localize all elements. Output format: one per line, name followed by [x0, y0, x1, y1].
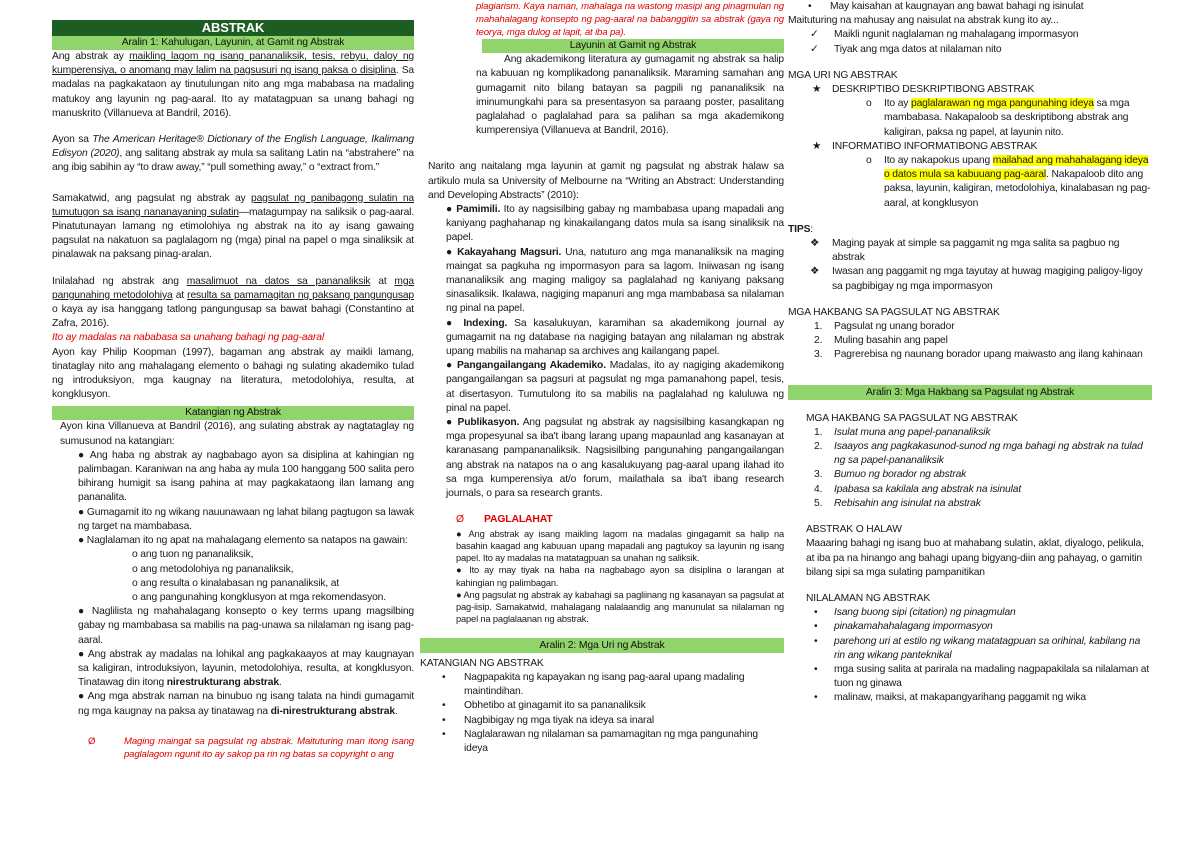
list-item: • May kaisahan at kaugnayan ang bawat bahagi ng isinulat — [808, 1, 1084, 12]
list-item: ● Kakayahang Magsuri. Una, natuturo ang mga mananaliksik na maging maingat sa pagkuha ng impormasyon para sa lagom. Iniiwasan ng isang mananaliksik ang maging maligoy sa paglalahad ng kaniyang paksang sinasaliksik. Ikalawa, nagiging mapanuri ang mga mambabasa sa nilalaman ng pinal na papel. — [446, 246, 785, 315]
list-item: • Naglalarawan ng nilalaman sa pamamagitan ng mga pangunahing ideya — [442, 728, 758, 754]
paragraph-mahusay: Maituturing na mahusay ang naisulat na abstrak kung ito ay... — [788, 15, 1059, 27]
list-item: 5. Rebisahin ang isinulat na abstrak — [814, 497, 981, 509]
hakbang-heading-2: MGA HAKBANG SA PAGSULAT NG ABSTRAK — [806, 412, 1018, 424]
section-bar-katangian: Katangian ng Abstrak — [52, 406, 414, 420]
sub-list-item: o Ito ay paglalarawan ng mga pangunahing ideya sa mga mambabasa. Nakapaloob sa deskriptibong abstrak ang kaligiran, paksa ng papel, at layunin nito. — [866, 98, 1130, 138]
paragraph-layunin: Ang akademikong literatura ay gumagamit ng abstrak sa halip na kabuuan ng komplikadong pananaliksik. Maraming samahan ang gumagamit nito bilang batayan sa pagpili ng pananaliksik na iminumungkahi para sa presentasyon sa paraang poster, pasalitang paglalahad o paglalahad para sa palihan sa mga akademikong kumperensiya (Villanueva at Bandril, 2016). — [476, 54, 784, 137]
summary-item: ● Ang abstrak ay isang maikling lagom na madalas gingagamit sa halip na basahin kaagad ang kabuuan upang mapadali ang pagtukoy sa layunin ng isang papel. Ito ay madalas na matatagpuan sa unahan ng saliksik. — [456, 528, 784, 564]
list-item: ❖ Iwasan ang paggamit ng mga tayutay at huwag magiging paligoy-ligoy sa pagbibigay ng mga impormasyon — [788, 265, 1152, 293]
section-bar-layunin: Layunin at Gamit ng Abstrak — [482, 39, 784, 53]
list-item: ★ DESKRIPTIBO DESKRIPTIBONG ABSTRAK — [788, 83, 1152, 97]
list-item: • Isang buong sipi (citation) ng pinagmulan — [814, 607, 1016, 619]
list-item: • mga susing salita at parirala na madaling nagpapakilala sa nilalaman at tuon ng ginawa — [814, 663, 1150, 690]
column-3 — [788, 0, 1152, 706]
check-icon: ✓ — [810, 43, 819, 55]
list-item: • malinaw, maiksi, at makapangyarihang paggamit ng wika — [814, 692, 1086, 704]
summary-item: ● Ito ay may tiyak na haba na nagbabago ayon sa disiplina o larangan at kahingian ng palimbagan. — [456, 565, 784, 588]
list-item: ● Ang haba ng abstrak ay nagbabago ayon sa disiplina at kahingian ng palimbagan. Karaniwan na ang haba ay mula 100 hanggang 500 salita pero bihirang humigit sa isang pahina at may pagkakataong ilan lamang ang pananalita. — [78, 449, 414, 504]
paragraph-katangian-intro: Ayon kina Villanueva at Bandril (2016), ang sulating abstrak ay nagtataglay ng sumusunod na katangian: — [60, 421, 414, 447]
section-bar-aralin-2: Aralin 2: Mga Uri ng Abstrak — [420, 638, 784, 653]
sub-list-item: o ang tuon ng pananaliksik, — [132, 549, 254, 561]
nilalaman-heading: NILALAMAN NG ABSTRAK — [806, 592, 931, 604]
star-icon: ★ — [812, 140, 822, 152]
paragraph-halaw: Maaaring bahagi ng isang buo at mahabang sulatin, aklat, diyalogo, pelikula, at iba pa na hinango ang bahagi upang bigyang-diin ang pahayag, o gamitin bilang sipi sa mga sulating pampanitikan — [806, 538, 1144, 578]
list-item: 4. Ipabasa sa kakilala ang abstrak na isinulat — [814, 483, 1022, 495]
list-item: ● Ang abstrak ay madalas na lohikal ang pagkakaayos at may kaugnayan sa kaligiran, introduksiyon, layunin, metodolohiya, resulta, at kongklusyon. Tinatawag din itong nirestrukturang abstrak. — [78, 648, 414, 689]
section-bar-aralin-1: Aralin 1: Kahulugan, Layunin, at Gamit ng Abstrak — [52, 36, 414, 50]
star-icon: ★ — [812, 84, 822, 96]
diamond-bullet-icon: ❖ — [810, 238, 820, 250]
paragraph-narito: Narito ang naitalang mga layunin at gamit ng pagsulat ng abstrak halaw sa artikulo mula sa University of Melbourne na “Writing an Abstract: Understanding and Developing Abstracts” (2010): — [428, 161, 784, 201]
list-item: ✓ Tiyak ang mga datos at nilalaman nito — [788, 43, 1152, 57]
paragraph-inilalahad: Inilalahad ng abstrak ang masalimuot na datos sa pananaliksik at mga pangunahing metodolohiya at resulta sa pamamagitan ng paksang pangungusap o kaya ay isa hanggang tatlong pangungusap sa bawat bahagi (Constantino at Zafra, 2016). — [52, 275, 415, 330]
list-item: • Nagpapakita ng kapayakan ng isang pag-aaral upang madaling maintindihan. — [442, 671, 745, 698]
list-item: ❖ Maging payak at simple sa paggamit ng mga salita sa pagbuo ng abstrak — [788, 237, 1152, 265]
red-note-unahan: Ito ay madalas na nababasa sa unahang bahagi ng pag-aaral — [52, 332, 324, 344]
hakbang-heading: MGA HAKBANG SA PAGSULAT NG ABSTRAK — [788, 306, 1000, 318]
list-item: 2. Muling basahin ang papel — [814, 335, 948, 347]
summary-item: ● Ang pagsulat ng abstrak ay kabahagi sa pagliinang ng kasanayan sa pagsulat at pag-iisip. Samakatwid, mahalagang nalalaandig ang manunulat sa nilalaman ng papel na paglalaanan ng abstrak. — [456, 589, 784, 625]
list-item: • Nagbibigay ng mga tiyak na ideya sa inaral — [442, 714, 655, 726]
list-item: ★ INFORMATIBO INFORMATIBONG ABSTRAK — [788, 140, 1152, 154]
section-bar-aralin-3: Aralin 3: Mga Hakbang sa Pagsulat ng Abstrak — [788, 385, 1152, 400]
arrow-bullet-icon: Ø — [88, 735, 96, 747]
paglalahat-heading: Ø PAGLALAHAT — [420, 513, 784, 527]
list-item: 2. Isaayos ang pagkakasunod-sunod ng mga bahagi ng abstrak na tulad ng sa papel-pananaliksik — [814, 441, 1143, 467]
list-item: • pinakamahahalagang impormasyon — [814, 621, 993, 633]
column-2 — [420, 0, 784, 756]
diamond-bullet-icon: ❖ — [810, 266, 820, 278]
paragraph-definition: Ang abstrak ay maikling lagom ng isang pananaliksik, tesis, rebyu, daloy ng kumperensiya, o anomang may lalim na pagsusuri ng isang paksa o disiplina. Sa madalas na pagkakataon ay tinutulungan nito ang mga mababasa na madaling matukoy ang layunin ng pag-aaral. Ito ay matatagpuan sa unang bahagi ng manuskrito (Villanueva at Bandril, 2016). — [52, 51, 415, 119]
sub-list-item: o ang pangunahing kongklusyon at mga rekomendasyon. — [132, 591, 386, 603]
list-item: • parehong uri at estilo ng wikang matatagpuan sa orihinal, kabilang na rin ang wikang panteknikal — [814, 635, 1141, 661]
list-item: ● Publikasyon. Ang pagsulat ng abstrak ay nagsisilbing kasangkapan ng mga propesyunal sa iba't ibang larang upang mapaunlad ang kasanayan at karanasang pampananaliksik. Nagsisilbing pangunahing pangangailangan ang abstrak na natapos na o ang kasalukuyang pag-aaral upang ilahad ito sa mga kumperensiya at/o forum, mailathala sa iba't ibang research journals, o para sa research grants. — [446, 417, 785, 500]
list-item: ● Ang mga abstrak naman na binubuo ng isang talata na hindi gumagamit ng mga kaugnay na paksa ay tinatawag na di-nirestrukturang abstrak. — [78, 691, 414, 717]
list-item: 1. Pagsulat ng unang borador — [814, 321, 955, 333]
sub-list-item: o ang resulta o kinalabasan ng pananaliksik, at — [132, 577, 340, 589]
list-item: 3. Pagrerebisa ng naunang borador upang maiwasto ang ilang kahinaan — [814, 349, 1143, 361]
list-item: ● Gumagamit ito ng wikang nauunawaan ng lahat bilang pagtugon sa lawak ng target na mambabasa. — [78, 506, 414, 532]
list-item: ✓ Maikli ngunit naglalaman ng mahalagang impormasyon — [788, 28, 1152, 42]
sub-list-item: o Ito ay nakapokus upang mailahad ang mahahalagang ideya o datos mula sa kabuuang pag-aaral. Nakapaloob dito ang paksa, layunin, kaligiran, metodolohiya, kinalabasan ng pag-aaral, at kongklusyon — [866, 155, 1151, 209]
list-item: 3. Bumuo ng borador ng abstrak — [814, 469, 967, 481]
page-title: ABSTRAK — [52, 20, 414, 36]
katangian-heading: KATANGIAN NG ABSTRAK — [420, 657, 544, 669]
check-icon: ✓ — [810, 29, 819, 41]
list-item: ● Naglilista ng mahahalagang konsepto o key terms upang magsilbing gabay ng mambabasa sa mabilis na pag-unawa sa nilalaman ng isang pag-aaral. — [78, 606, 414, 646]
list-item: 1. Isulat muna ang papel-pananaliksik — [814, 426, 991, 438]
paragraph-etymology: Ayon sa The American Heritage® Dictionary of the English Language, Ikalimang Edisyon (2020), ang salitang abstrak ay mula sa salitang Latin na “abstrahere” na ang ibig sabihin ay “to draw away,” “pull something away,” o “extract from.” — [52, 134, 414, 174]
list-item: • Obhetibo at ginagamit ito sa pananaliksik — [442, 700, 646, 712]
uri-heading: MGA URI NG ABSTRAK — [788, 69, 898, 81]
list-item: ● Pangangailangang Akademiko. Madalas, ito ay nagiging akademikong pangangailangan sa pagsuri at pagsulat ng mga pamanahong papel, tesis, at disertasyon. Tumutulong ito sa mabilis na paglalahad ng kaluluwa ng pinal na papel. — [446, 360, 784, 414]
arrow-bullet-icon: Ø — [456, 514, 464, 526]
red-note-copyright: Ø Maging maingat sa pagsulat ng abstrak. Maituturing man itong isang paglalagom ngunit ito ay sakop pa rin ng batas sa copyright o ang — [52, 735, 414, 762]
list-item: ● Indexing. Sa kasalukuyan, karamihan sa akademikong journal ay gumagamit na ng database na nagiging batayan ang nilalaman ng abstrak upang mabilis na mahanap sa archives ang kailangang papel. — [446, 317, 784, 357]
halaw-heading: ABSTRAK O HALAW — [806, 524, 902, 536]
paragraph-samakatwid: Samakatwid, ang pagsulat ng abstrak ay pagsulat ng panibagong sulatin na tumutugon sa isang nananayaning sulatin—matagumpay na saliksik o pag-aaral. Pinatutunayan lamang ng etimolohiya ng abstrak na ito ay isang gawaing pagsulat na nakatuon sa paglalagom ng (mga) pinal na papel o mga sinaliksik at pinalawak na paksang pinag-aralan. — [52, 192, 414, 261]
list-item: ● Naglalaman ito ng apat na mahalagang elemento sa natapos na gawain: — [78, 535, 408, 547]
red-note-plagiarism: plagiarism. Kaya naman, mahalaga na wastong masipi ang pinagmulan ng mahahalagang konsepto ng pag-aaral na babanggitin sa abstrak (gaya ng teorya, mga dulog at lapit, at iba pa). — [476, 1, 784, 39]
tips-heading: TIPS: — [788, 223, 814, 235]
list-item: ● Pamimili. Ito ay nagsisilbing gabay ng mambabasa upang mapadali ang kaniyang paghahanap ng kinakailangang datos mula sa isang sinaliksik na papel. — [446, 203, 784, 244]
column-1 — [52, 0, 414, 762]
sub-list-item: o ang metodolohiya ng pananaliksik, — [132, 563, 294, 575]
paragraph-koopman: Ayon kay Philip Koopman (1997), bagaman ang abstrak ay maikli lamang, tinataglay nito ang mahalagang elemento o bahagi ng sulating akademiko tulad ng introduksiyon, mga kaugnay na literatura, metodolohiya, resulta, at kongklusyon. — [52, 346, 414, 401]
